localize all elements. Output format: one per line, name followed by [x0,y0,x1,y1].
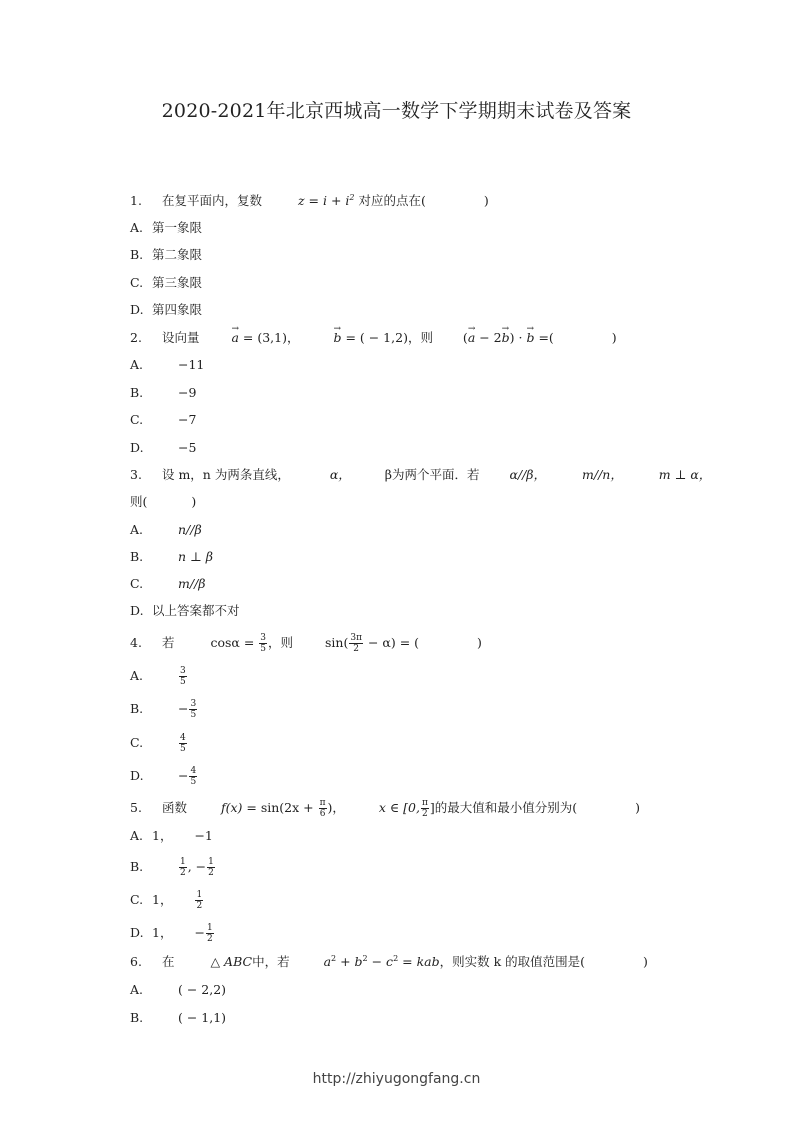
fraction [259,633,267,654]
option-text: 第四象限 [152,302,203,317]
question-text: 设向量 [161,330,200,345]
option-letter: D. [130,440,144,455]
fraction [179,857,187,878]
exponent: 2 [362,954,368,963]
question-text: 在 [161,954,175,969]
option-b [130,247,202,263]
option-letter: C. [130,735,144,750]
math-operator: =( [534,330,554,345]
numerator: 3 [190,699,197,709]
denominator: 5 [180,677,186,687]
option-d [130,923,215,944]
math-expression: m ⊥ α， [658,467,712,482]
math-expression: z = i + i [297,193,350,208]
option-text: −7 [178,412,197,427]
math-expression: α//β， [509,467,547,482]
math-expression: = kab [398,954,440,969]
math-expression: )， [327,800,345,815]
question-text: 的最大值和最小值分别为( [434,800,578,815]
option-letter: B. [130,859,144,874]
option-letter: D. [130,768,144,783]
denominator: 5 [180,744,186,754]
option-a [130,828,213,844]
vector-b-value: = ( − 1,2)，则 [341,330,433,345]
numerator: 4 [180,733,186,743]
close-paren: ) [483,193,489,208]
option-text: ( − 2,2) [178,982,227,997]
math-expression: f(x) = [220,800,261,815]
option-c [130,733,188,754]
option-letter: A. [130,522,144,537]
fraction [207,857,215,878]
denominator: 5 [190,710,197,720]
option-text: −11 [178,357,205,372]
option-letter: A. [130,220,144,235]
question-1 [130,193,489,209]
sign: − [194,925,205,940]
vector-b: → b [333,330,341,346]
denominator: 2 [422,809,428,819]
option-text: 以上答案都不对 [152,603,240,618]
question-4 [130,633,482,654]
option-text: −9 [178,385,197,400]
vector-a: → a [468,330,475,346]
question-text: 则( [130,494,148,509]
option-letter: C. [130,275,144,290]
option-c [130,890,204,911]
math-expression: − c [367,954,394,969]
numerator: π [319,798,326,808]
denominator: 2 [206,934,213,944]
option-text: 第二象限 [152,247,203,262]
math-expression: sin( [325,635,349,650]
close-paren: ) [611,330,617,345]
fraction [195,890,203,911]
math-expression: − α) = ( [364,635,420,650]
numerator: 3 [180,666,186,676]
question-number: 2. [130,330,142,345]
question-text: β为两个平面．若 [384,467,480,482]
denominator: 2 [353,644,360,654]
fraction [179,666,187,687]
option-d [130,302,202,318]
vector-a: → a [231,330,238,346]
option-d [130,766,198,787]
question-text: 设 m，n 为两条直线， [161,467,290,482]
question-text: 对应的点在( [358,193,426,208]
vector-a-value: = (3,1)， [238,330,300,345]
option-a [130,357,204,373]
option-text: 第一象限 [152,220,203,235]
math-expression: m//n， [582,467,623,482]
question-number: 5. [130,800,142,815]
math-expression: x ∈ [0, [378,800,420,815]
option-letter: A. [130,357,144,372]
fraction [179,733,187,754]
question-5 [130,798,640,819]
option-letter: C. [130,412,144,427]
math-expression: + b [336,954,363,969]
numerator: π [421,798,428,808]
option-d [130,440,196,456]
option-letter: B. [130,1010,144,1025]
question-text: ，则实数 k 的取值范围是( [439,954,586,969]
fraction [206,923,214,944]
denominator: 2 [196,901,203,911]
option-c [130,275,202,291]
option-a [130,982,226,998]
question-number: 4. [130,635,142,650]
math-expression: sin(2x + [260,800,318,815]
option-d [130,603,240,619]
question-number: 6. [130,954,142,969]
close-paren: ) [643,954,648,969]
math-expression: ] [429,800,435,815]
exponent: 2 [331,954,337,963]
math-paren: ( [462,330,468,345]
option-letter: D. [130,603,144,618]
footer-url[interactable]: http://zhiyugongfang.cn [312,1071,481,1087]
vector-b: → b [526,330,534,346]
option-b [130,1010,226,1026]
denominator: 2 [180,868,186,878]
option-letter: C. [130,892,144,907]
math-expression: a [323,954,332,969]
vector-b: → b [502,330,510,346]
option-c [130,412,196,428]
numerator: 1 [206,923,213,933]
option-b [130,857,216,878]
sign: − [178,768,189,783]
fraction [421,798,429,819]
option-text: ( − 1,1) [178,1010,227,1025]
question-number: 3. [130,467,142,482]
numerator: 1 [180,857,186,867]
exponent: 2 [349,193,355,202]
option-c [130,576,206,592]
option-letter: A. [130,668,144,683]
option-letter: A. [130,828,144,843]
question-6 [130,954,648,970]
option-a [130,220,202,236]
option-letter: D. [130,302,144,317]
fraction [189,699,197,720]
option-b [130,385,196,401]
math-expression: α， [329,467,351,482]
math-operator: ) · [509,330,527,345]
denominator: 6 [319,809,326,819]
exponent: 2 [393,954,399,963]
question-text: 函数 [161,800,187,815]
question-text: ，则 [268,635,294,650]
close-paren: ) [477,635,482,650]
option-letter: B. [130,247,144,262]
option-text: 1， [152,892,173,907]
denominator: 5 [190,777,197,787]
denominator: 2 [208,868,214,878]
option-text: m//β [178,576,206,591]
separator: , − [187,859,207,874]
option-letter: B. [130,701,144,716]
page-title: 2020-2021年北京西城高一数学下学期期末试卷及答案 [161,100,632,122]
fraction [319,798,327,819]
option-text: 1， [152,828,173,843]
option-text: 1， [152,925,173,940]
option-a [130,666,188,687]
question-2 [130,330,617,346]
question-3-continued [130,494,196,510]
numerator: 1 [196,890,203,900]
close-paren: ) [635,800,641,815]
numerator: 3 [260,633,267,643]
option-b [130,699,198,720]
option-text: 第三象限 [152,275,203,290]
math-operator: − 2 [475,330,502,345]
sign: − [178,701,189,716]
option-text: −5 [178,440,197,455]
question-text: 若 [161,635,175,650]
option-letter: C. [130,576,144,591]
option-text: n//β [178,522,202,537]
option-letter: A. [130,982,144,997]
numerator: 1 [208,857,214,867]
question-text: 中，若 [252,954,290,969]
option-b [130,549,213,565]
math-expression: cosα = [210,635,259,650]
question-3 [130,467,711,483]
option-letter: D. [130,925,144,940]
fraction [349,633,363,654]
fraction [189,766,197,787]
option-text: −1 [194,828,213,843]
close-paren: ) [191,494,197,509]
question-number: 1. [130,193,142,208]
option-text: n ⊥ β [178,549,213,564]
question-text: 在复平面内，复数 [161,193,262,208]
option-letter: B. [130,385,144,400]
math-expression: △ ABC [210,954,253,969]
option-letter: B. [130,549,144,564]
numerator: 3π [350,633,362,643]
numerator: 4 [190,766,197,776]
denominator: 5 [260,644,267,654]
option-a [130,522,202,538]
